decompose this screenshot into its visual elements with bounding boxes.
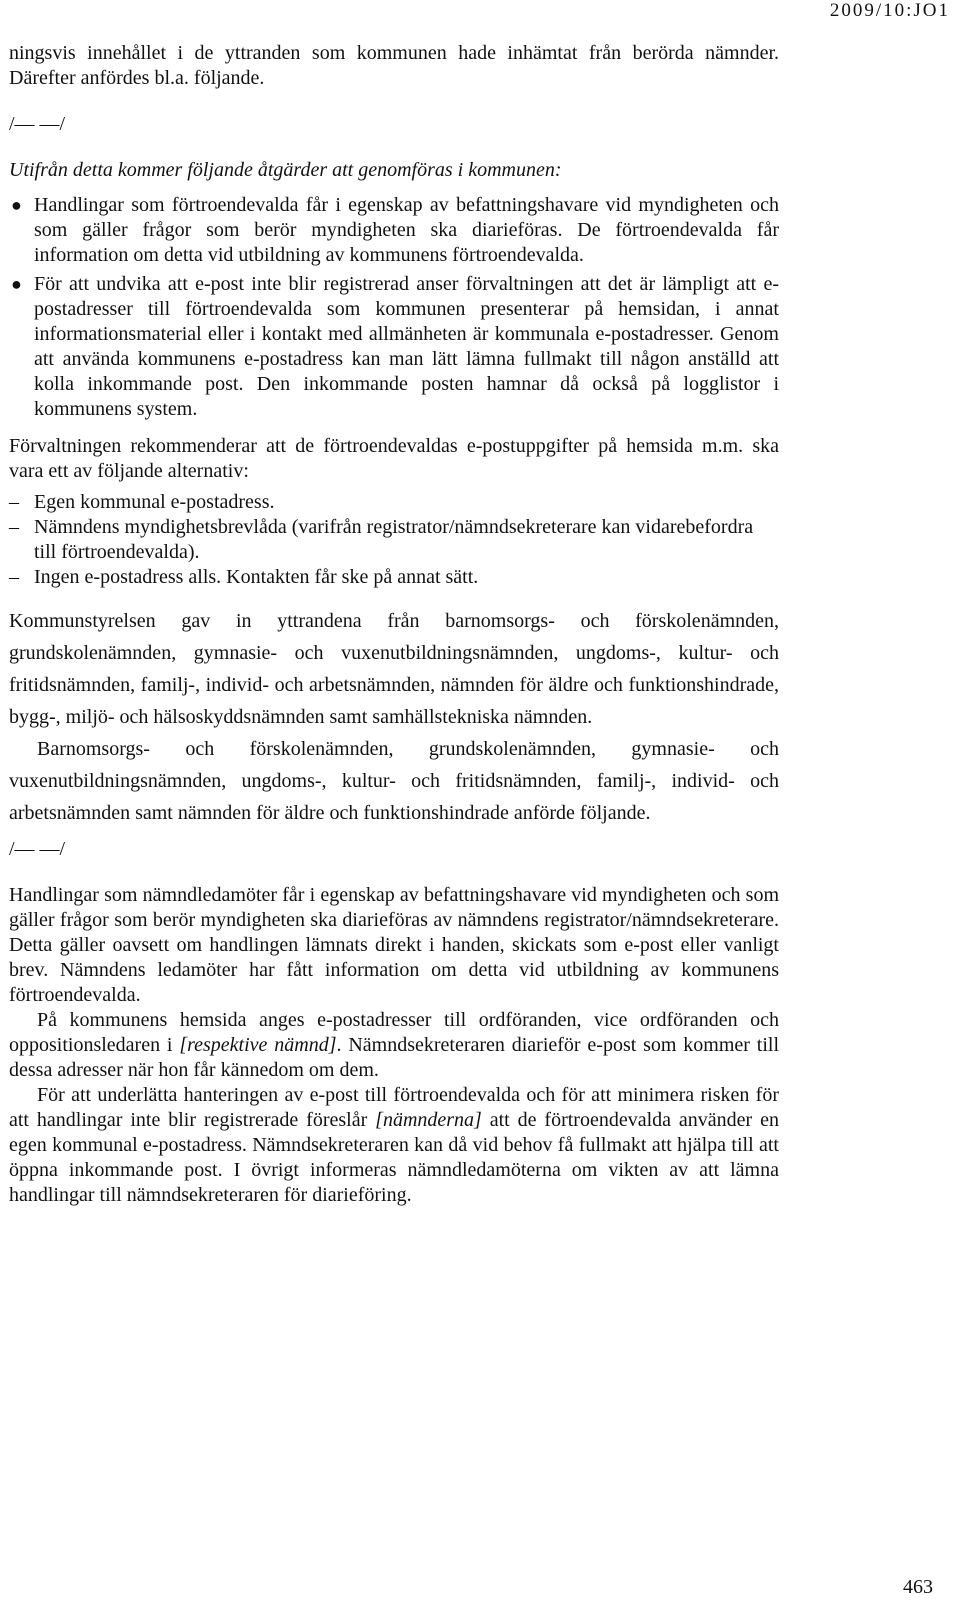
quote-text: att de förtroendevalda använder en egen kommunal e-postadress. Nämndsekreteraren kan då vid behov få fullmakt att hjälpa till att öppna inkommande post. I övrigt informeras nämndledamöterna om vikten av att lämna handlingar till nämndsekreteraren för diarieföring. xyxy=(9,1109,779,1206)
quote-emphasis: [respektive nämnd] xyxy=(179,1034,337,1056)
action-heading: Utifrån detta kommer följande åtgärder att genomföras i kommunen: xyxy=(9,159,562,181)
quote-text: . Nämndsekreteraren diarieför e-post som kommer till dessa adresser när hon får kännedom om dem. xyxy=(9,1034,779,1081)
dash-icon: – xyxy=(9,566,19,588)
quote-text: På kommunens hemsida anges e-postadresser till ordföranden, vice ordföranden och oppositionsledaren i xyxy=(9,1009,779,1056)
bullet-icon: ● xyxy=(11,274,22,294)
omission-marker: /— —/ xyxy=(9,838,66,860)
document-body xyxy=(9,41,779,1208)
quote-text: För att underlätta hanteringen av e-post till förtroendevalda och för att minimera risken för att handlingar inte blir registrerade föreslår xyxy=(9,1084,779,1131)
board-statement-section xyxy=(9,605,779,829)
intro-paragraph: ningsvis innehållet i de yttranden som kommunen hade inhämtat från berörda nämnder. Därefter anfördes bl.a. följande. xyxy=(9,42,779,89)
list-item-text: För att undvika att e-post inte blir registrerad anser förvaltningen att det är lämpligt att e-postadresser till förtroendevalda som kommunen presenterar på hemsidan, i annat informationsmaterial eller i kontakt med allmänheten är kommunala e-postadresser. Genom att använda kommunens e-postadress kan man lätt lämna fullmakt till någon anställd att kolla inkommande post. Den inkommande posten hamnar då också på logglistor i kommunens system. xyxy=(34,273,779,420)
list-item-text: Nämndens myndighetsbrevlåda (varifrån registrator/nämndsekreterare kan vidarebefordra till förtroendevalda). xyxy=(34,516,754,563)
action-list xyxy=(9,193,779,422)
list-item xyxy=(9,565,779,590)
list-item-text: Handlingar som förtroendevalda får i egenskap av befattningshavare vid myndigheten och som gäller frågor som berör myndigheten ska diarieföras. De förtroendevalda får information om detta vid utbildning av kommunens förtroendevalda. xyxy=(34,194,779,266)
quote-paragraph xyxy=(9,1008,779,1083)
board-statement-paragraph: Barnomsorgs- och förskolenämnden, grundskolenämnden, gymnasie- och vuxenutbildningsnämnden, ungdoms-, kultur- och fritidsnämnden, familj-, individ- och arbetsnämnden samt nämnden för äldre och funktionshindrade anförde följande. xyxy=(9,738,779,824)
list-item xyxy=(9,193,779,268)
list-item xyxy=(9,272,779,422)
quote-paragraph: Handlingar som nämndledamöter får i egenskap av befattningshavare vid myndigheten och som gäller frågor som berör myndigheten ska diarieföras av nämndens registrator/nämndsekreterare. Detta gäller oavsett om handlingen lämnats direkt i handen, skickats som e-post eller vanligt brev. Nämndens ledamöter har fått information om detta vid utbildning av kommunens förtroendevalda. xyxy=(9,884,779,1006)
quote-emphasis: [nämnderna] xyxy=(375,1109,482,1131)
list-item xyxy=(9,490,779,515)
list-item xyxy=(9,515,779,565)
dash-icon: – xyxy=(9,491,19,513)
quote-paragraph xyxy=(9,1083,779,1208)
recommendation-paragraph: Förvaltningen rekommenderar att de förtroendevaldas e-postuppgifter på hemsida m.m. ska vara ett av följande alternativ: xyxy=(9,435,779,482)
board-statement-paragraph: Kommunstyrelsen gav in yttrandena från barnomsorgs- och förskolenämnden, grundskolenämnden, gymnasie- och vuxenutbildningsnämnden, ungdoms-, kultur- och fritidsnämnden, familj-, individ- och arbetsnämnden, nämnden för äldre och funktionshindrade, bygg-, miljö- och hälsoskyddsnämnden samt samhällstekniska nämnden. xyxy=(9,610,779,728)
page-number: 463 xyxy=(903,1576,933,1598)
alternatives-list xyxy=(9,490,779,590)
omission-marker: /— —/ xyxy=(9,113,66,135)
dash-icon: – xyxy=(9,516,19,538)
bullet-icon: ● xyxy=(11,195,22,215)
document-reference: 2009/10:JO1 xyxy=(829,0,950,21)
list-item-text: Egen kommunal e-postadress. xyxy=(34,491,275,513)
list-item-text: Ingen e-postadress alls. Kontakten får ske på annat sätt. xyxy=(34,566,479,588)
